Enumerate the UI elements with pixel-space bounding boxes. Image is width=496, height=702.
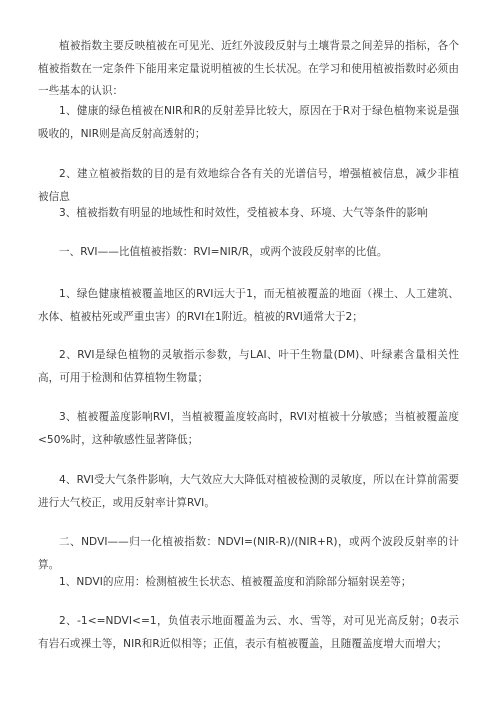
ndvi-heading: 二、NDVI——归一化植被指数：NDVI=(NIR-R)/(NIR+R)，或两个波段反射率的计算。 [38, 536, 459, 571]
point-2-paragraph: 2、建立植被指数的目的是有效地综合各有关的光谱信号，增强植被信息，减少非植被信息 [38, 168, 459, 203]
point-1-paragraph: 1、健康的绿色植被在NIR和R的反射差异比较大，原因在于R对于绿色植物来说是强吸收的，NIR则是高反射高透射的； [38, 105, 459, 140]
rvi-point-2-paragraph: 2、RVI是绿色植物的灵敏指示参数，与LAI、叶干生物量(DM)、叶绿素含量相关性高，可用于检测和估算植物生物量； [38, 349, 459, 384]
rvi-heading: 一、RVI——比值植被指数：RVI=NIR/R，或两个波段反射率的比值。 [59, 246, 388, 258]
rvi-point-1-paragraph: 1、绿色健康植被覆盖地区的RVI远大于1，而无植被覆盖的地面（裸土、人工建筑、水体、植被枯死或严重虫害）的RVI在1附近。植被的RVI通常大于2； [38, 288, 459, 323]
intro-paragraph: 植被指数主要反映植被在可见光、近红外波段反射与土壤背景之间差异的指标，各个植被指数在一定条件下能用来定量说明植被的生长状况。在学习和使用植被指数时必须由一些基本的认识： [38, 40, 459, 97]
rvi-point-3-paragraph: 3、植被覆盖度影响RVI，当植被覆盖度较高时，RVI对植被十分敏感；当植被覆盖度<50%时，这种敏感性显著降低； [38, 411, 459, 446]
ndvi-point-1-paragraph: 1、NDVI的应用：检测植被生长状态、植被覆盖度和消除部分辐射误差等； [59, 576, 412, 588]
ndvi-point-2-paragraph: 2、-1<=NDVI<=1，负值表示地面覆盖为云、水、雪等，对可见光高反射；0表示有岩石或裸土等，NIR和R近似相等；正值，表示有植被覆盖，且随覆盖度增大而增大； [38, 615, 459, 650]
point-3-paragraph: 3、植被指数有明显的地域性和时效性，受植被本身、环境、大气等条件的影响 [59, 207, 428, 219]
rvi-point-4-paragraph: 4、RVI受大气条件影响，大气效应大大降低对植被检测的灵敏度，所以在计算前需要进行大气校正，或用反射率计算RVI。 [38, 474, 459, 509]
